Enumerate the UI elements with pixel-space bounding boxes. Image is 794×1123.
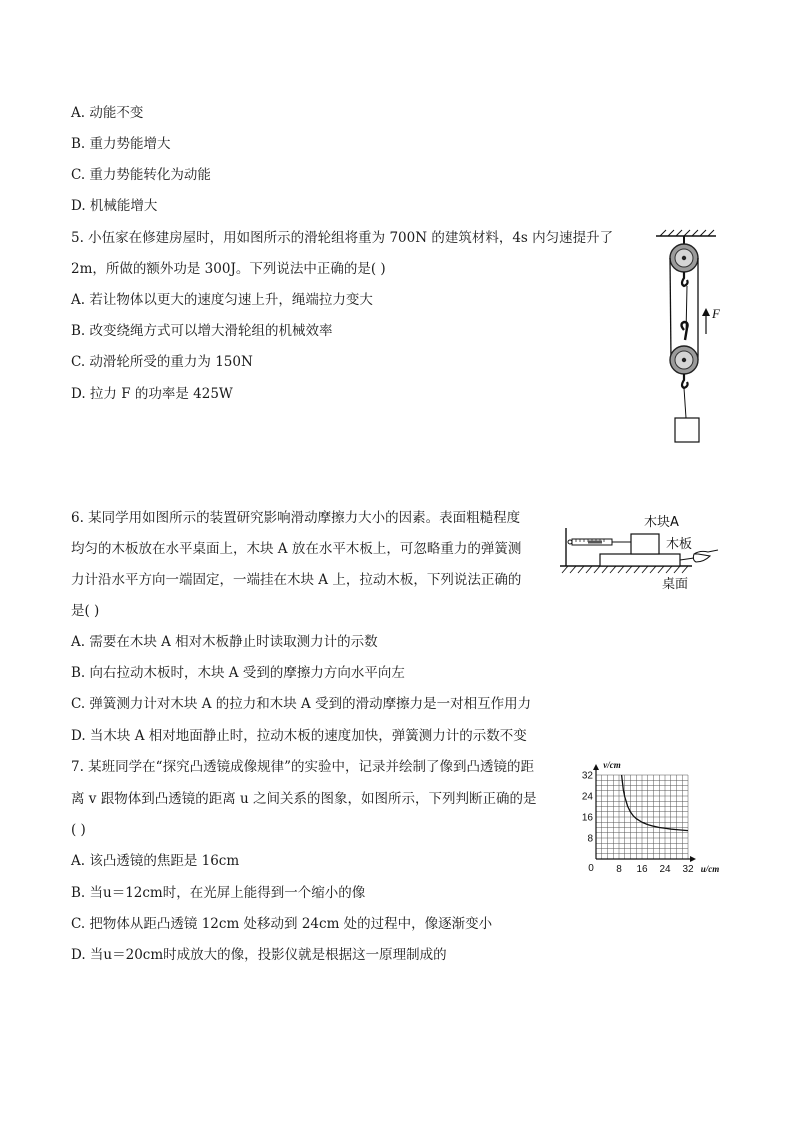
q6-stem-line4: 是( ) [71, 603, 100, 619]
q7-option-b: B. 当u＝12cm时，在光屏上能得到一个缩小的像 [71, 885, 366, 901]
friction-figure [558, 508, 728, 594]
q5-option-b: B. 改变绕绳方式可以增大滑轮组的机械效率 [71, 323, 333, 339]
q5-option-d: D. 拉力 F 的功率是 425W [71, 386, 233, 402]
q4-option-b: B. 重力势能增大 [71, 136, 171, 152]
q4-option-c: C. 重力势能转化为动能 [71, 167, 211, 183]
q6-stem-line2: 均匀的木板放在水平桌面上，木块 A 放在水平木板上，可忽略重力的弹簧测 [71, 541, 522, 557]
x-tick-label: 8 [616, 864, 622, 875]
y-tick-label: 24 [581, 791, 593, 803]
y-axis-arrow [593, 764, 599, 770]
q6-stem-line3: 力计沿水平方向一端固定，一端挂在木块 A 上，拉动木板，下列说法正确的 [71, 572, 522, 588]
q5-stem-line2: 2m，所做的额外功是 300J。下列说法中正确的是( ) [71, 261, 386, 277]
vu-chart [574, 758, 724, 880]
y-tick-label: 8 [587, 833, 593, 845]
q7-option-d: D. 当u＝20cm时成放大的像，投影仪就是根据这一原理制成的 [71, 947, 447, 963]
pulley-figure [650, 226, 730, 446]
force-label: F [712, 306, 720, 321]
q6-option-b: B. 向右拉动木板时，木块 A 受到的摩擦力方向水平向左 [71, 665, 405, 681]
x-axis-label: u/cm [700, 864, 720, 874]
origin-label: 0 [588, 863, 594, 874]
chart-grid [596, 775, 688, 859]
q6-option-d: D. 当木块 A 相对地面静止时，拉动木板的速度加快，弹簧测力计的示数不变 [71, 728, 527, 744]
y-tick-label: 16 [581, 812, 593, 824]
q7-option-a: A. 该凸透镜的焦距是 16cm [71, 853, 240, 869]
x-tick-label: 24 [659, 864, 671, 875]
q6-option-a: A. 需要在木块 A 相对木板静止时读取测力计的示数 [71, 634, 378, 650]
q5-option-a: A. 若让物体以更大的速度匀速上升，绳端拉力变大 [71, 292, 373, 308]
q7-stem-line3: ( ) [71, 822, 86, 838]
y-axis-label: v/cm [603, 760, 621, 770]
q7-stem-line1: 7. 某班同学在“探究凸透镜成像规律”的实验中，记录并绘制了像到凸透镜的距 [71, 759, 534, 775]
q4-option-a: A. 动能不变 [71, 105, 144, 121]
q5-option-c: C. 动滑轮所受的重力为 150N [71, 354, 253, 370]
q7-stem-line2: 离 v 跟物体到凸透镜的距离 u 之间关系的图象，如图所示，下列判断正确的是 [71, 791, 537, 807]
x-tick-label: 32 [682, 864, 694, 875]
block-a-label: 木块A [644, 515, 679, 530]
table-label: 桌面 [662, 577, 689, 592]
y-tick-label: 32 [581, 770, 593, 782]
q6-option-c: C. 弹簧测力计对木块 A 的拉力和木块 A 受到的滑动摩擦力是一对相互作用力 [71, 696, 532, 712]
board-label: 木板 [666, 537, 693, 552]
q7-option-c: C. 把物体从距凸透镜 12cm 处移动到 24cm 处的过程中，像逐渐变小 [71, 916, 493, 932]
q6-stem-line1: 6. 某同学用如图所示的装置研究影响滑动摩擦力大小的因素。表面粗糙程度 [71, 510, 521, 526]
q4-option-d: D. 机械能增大 [71, 198, 158, 214]
q5-stem-line1: 5. 小伍家在修建房屋时，用如图所示的滑轮组将重为 700N 的建筑材料，4s 内匀速提升了 [71, 230, 614, 246]
x-axis-arrow [690, 856, 696, 862]
x-tick-label: 16 [636, 864, 648, 875]
